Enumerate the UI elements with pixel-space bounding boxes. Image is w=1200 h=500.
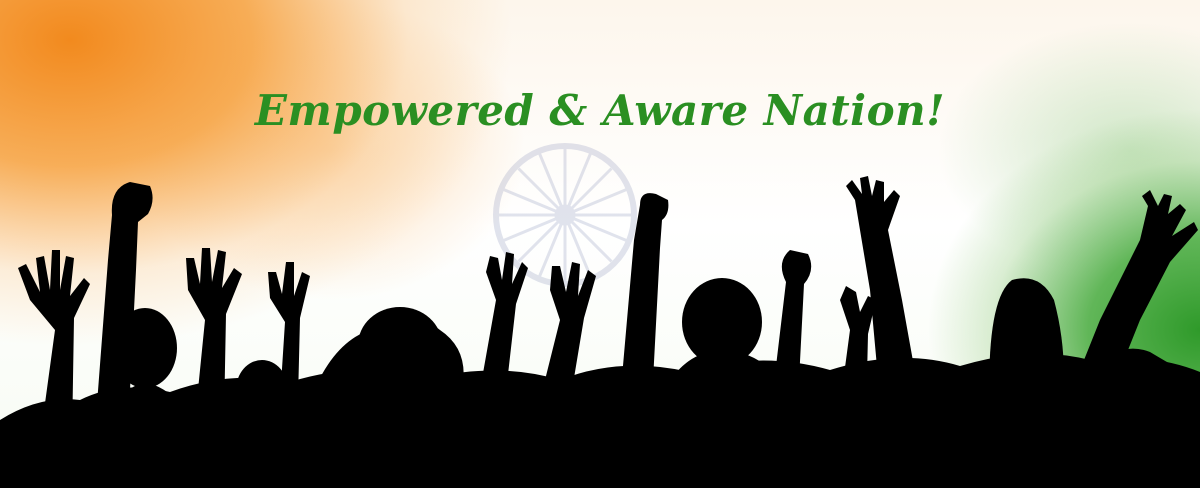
head-2 <box>236 360 288 420</box>
head-left <box>113 308 177 388</box>
bottom-strip <box>0 488 1200 500</box>
hand-4 <box>480 252 528 392</box>
banner-title: Empowered & Aware Nation! <box>254 86 946 135</box>
head-right-woman <box>989 278 1064 420</box>
